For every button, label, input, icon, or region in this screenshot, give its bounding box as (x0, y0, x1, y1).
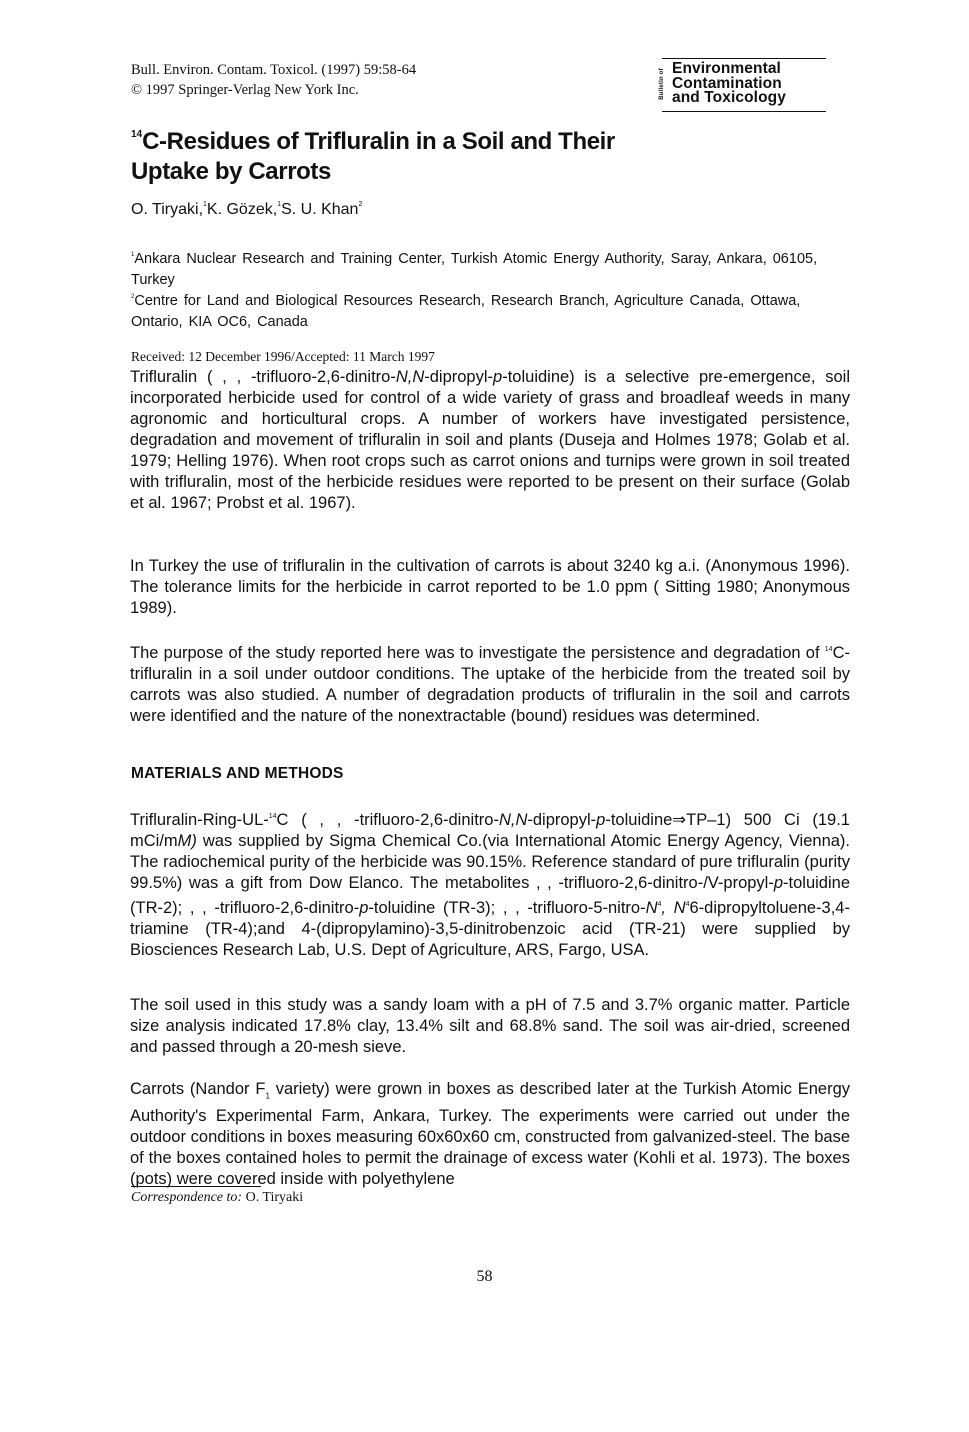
title-isotope: 14 (131, 129, 143, 140)
journal-logo (658, 58, 826, 112)
affiliation-mark: 1 (131, 252, 135, 258)
running-header (131, 60, 416, 100)
logo-line-2: Contamination (672, 74, 782, 92)
methods-paragraph-2: The soil used in this study was a sandy loam with a pH of 7.5 and 3.7% organic matter. Particle size analysis indicated 17.8% clay, 13.4% silt and 68.8% sand. The soil was air-dried, screened and passed through a 20-mesh sieve. (130, 996, 850, 1056)
author-name: S. U. Khan (281, 201, 359, 218)
affiliation-text: Ankara Nuclear Research and Training Center, Turkish Atomic Energy Authority, Saray, Ankara, 06105, Turkey (131, 251, 818, 288)
logo-line-3: and Toxicology (672, 89, 786, 106)
intro-paragraph-3: The purpose of the study reported here was to investigate the persistence and degradation of $^{14}$C-trifluralin in a soil under outdoor conditions. The uptake of the herbicide from the treated soil by carrots was also studied. A number of degradation products of trifluralin in the soil and carrots were identified and the nature of the nonextractable (bound) residues was determined. (130, 644, 850, 725)
affiliation-mark: 2 (131, 294, 135, 300)
article-title (131, 120, 691, 187)
intro-paragraph-1: Trifluralin ( , , -trifluoro-2,6-dinitro-N,N-dipropyl-p-toluidine) is a selective pre-emergence, soil incorporated herbicide used for control of a wide variety of grass and broadleaf weeds in many agronomic and horticultural crops. A number of workers have investigated persistence, degradation and movement of trifluralin in soil and plants (Duseja and Holmes 1978; Golab et al. 1979; Helling 1976). When root crops such as carrot onions and turnips were grown in soil treated with trifluralin, most of the herbicide residues were reported to be present on their surface (Golab et al. 1967; Probst et al. 1967). (130, 368, 850, 512)
author-mark: 1 (277, 201, 282, 208)
methods-paragraph-3: Carrots (Nandor $F_1$ variety) were grown in boxes as described later at the Turkish Atomic Energy Authority's Experimental Farm, Ankara, Turkey. The experiments were carried out under the outdoor conditions in boxes measuring 60x60x60 cm, constructed from galvanized-steel. The base of the boxes contained holes to permit the drainage of excess water (Kohli et al. 1973). The boxes (pots) were covered inside with polyethylene (130, 1080, 850, 1189)
received-date: Received: 12 December 1996/Accepted: 11 March 1997 (131, 349, 435, 364)
footnote-label: Correspondence to: (131, 1190, 243, 1205)
page-number: 58 (476, 1268, 493, 1285)
methods-paragraph-1: Trifluralin-Ring-UL-$^{14}$C ( , , -trifluoro-2,6-dinitro-N,N-dipropyl-p-toluidine⇒TP–1) 500 Ci (19.1 mCi/mM) was supplied by Sigma Chemical Co.(via International Atomic Energy Agency, Vienna). The radiochemical purity of the herbicide was 90.15%. Reference standard of pure trifluralin (purity 99.5%) was a gift from Dow Elanco. The metabolites , , -trifluoro-2,6-dinitro-/V-propyl-p-toluidine (TR-2); , , -trifluoro-2,6-dinitro-p-toluidine (TR-3); , , $-trifluoro-5-nitro-N^4$, $N^46-dipropyltoluene-3,4$-triamine (TR-4);and 4-(dipropylamino)-3,5-dinitrobenzoic acid (TR-21) were supplied by Biosciences Research Lab, U.S. Dept of Agriculture, ARS, Fargo, USA. (130, 811, 850, 959)
author-mark: 1 (203, 201, 207, 208)
intro-paragraph-2: In Turkey the use of trifluralin in the cultivation of carrots is about 3240 kg a.i. (Anonymous 1996). The tolerance limits for the herbicide in carrot reported to be 1.0 ppm ( Sitting 1980; Anonymous 1989). (130, 557, 850, 617)
footnote-name: O. Tiryaki (242, 1190, 304, 1205)
affiliation-text: Centre for Land and Biological Resources Research, Research Branch, Agriculture Canada, Ottawa, Ontario, KIA OC6, Canada (131, 293, 801, 330)
footnote-divider (131, 1186, 261, 1187)
logo-title (672, 62, 786, 106)
author-name: K. Gözek, (206, 201, 278, 218)
logo-line-1: Environmental (672, 60, 781, 77)
section-heading: MATERIALS AND METHODS (131, 765, 344, 782)
logo-side-label: Bulletin of (658, 68, 665, 100)
title-line-2: Uptake by Carrots (131, 158, 331, 185)
copyright: © 1997 Springer-Verlag New York Inc. (131, 82, 359, 98)
citation: Bull. Environ. Contam. Toxicol. (1997) 59:58-64 (131, 62, 417, 78)
correspondence-footnote (131, 1190, 303, 1206)
author-name: O. Tiryaki, (131, 201, 204, 218)
author-mark: 2 (358, 201, 363, 208)
affiliation-2 (131, 287, 801, 333)
affiliation-1 (131, 245, 831, 291)
author-list (131, 201, 362, 219)
title-line-1: C-Residues of Trifluralin in a Soil and Their (142, 128, 615, 155)
